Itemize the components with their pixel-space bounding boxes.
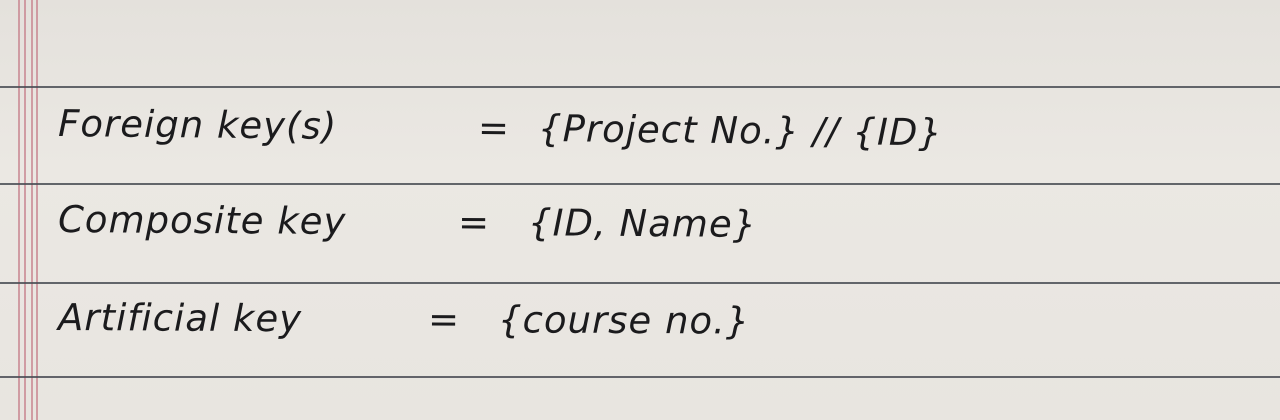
- margin-line: [31, 0, 33, 420]
- note-value: {course no.}: [497, 298, 751, 343]
- ruled-line: [0, 183, 1280, 185]
- note-label: Artificial key: [57, 296, 303, 341]
- ruled-line: [0, 376, 1280, 378]
- note-label: Composite key: [57, 198, 347, 244]
- equals-sign: =: [427, 297, 461, 342]
- note-value: {ID, Name}: [527, 201, 758, 246]
- margin-line: [36, 0, 38, 420]
- ruled-line: [0, 282, 1280, 284]
- note-row-foreign-key: [57, 102, 944, 162]
- note-label: Foreign key(s): [57, 102, 338, 148]
- equals-sign: =: [477, 106, 511, 150]
- margin-line: [18, 0, 20, 420]
- equals-sign: =: [457, 200, 491, 245]
- margin-line: [24, 0, 26, 420]
- note-value: {Project No.} // {ID}: [537, 107, 944, 155]
- ruled-line: [0, 86, 1280, 88]
